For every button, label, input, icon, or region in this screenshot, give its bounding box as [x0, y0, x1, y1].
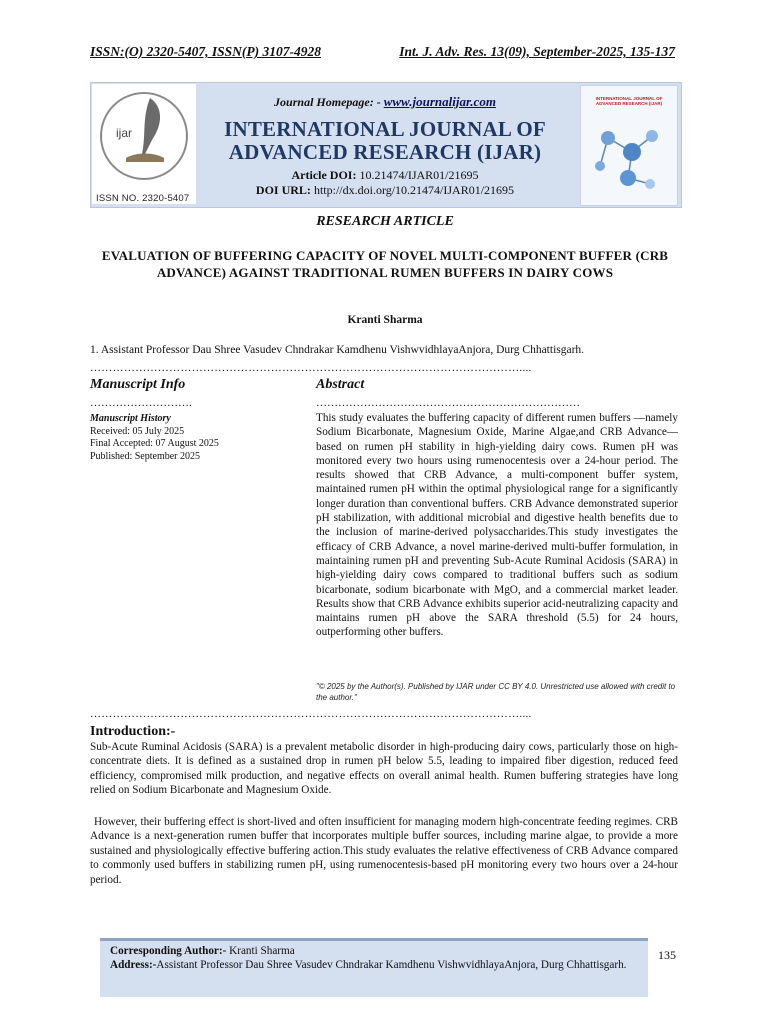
introduction-heading: Introduction:- — [90, 724, 176, 739]
doi-url-label: DOI URL: — [255, 183, 311, 197]
journal-name-line2: ADVANCED RESEARCH (IJAR) — [228, 140, 542, 164]
citation-text: Int. J. Adv. Res. 13(09), September-2025, 135-137 — [399, 44, 675, 59]
abstract-heading: Abstract — [316, 377, 365, 392]
manuscript-info-heading: Manuscript Info — [90, 377, 186, 392]
doi-url-link[interactable]: http://dx.doi.org/10.21474/IJAR01/21695 — [313, 183, 515, 197]
published-date: Published: September 2025 — [90, 450, 200, 462]
doi-block — [200, 168, 570, 198]
received-date: Received: 05 July 2025 — [90, 425, 185, 437]
history-heading: Manuscript History — [90, 413, 171, 424]
author-affiliation: 1. Assistant Professor Dau Shree Vasudev Chndrakar Kamdhenu VishwvidhlayaAnjora, Durg Chhattisgarh. — [90, 344, 585, 356]
doi-label: Article DOI: — [291, 168, 357, 182]
article-title: EVALUATION OF BUFFERING CAPACITY OF NOVEL MULTI-COMPONENT BUFFER (CRB ADVANCE) AGAINST TRADITIONAL RUMEN BUFFERS IN DAIRY COWS — [101, 248, 669, 280]
logo-issn: ISSN NO. 2320-5407 — [96, 193, 190, 204]
manuscript-info-dots: ………………………. — [90, 397, 192, 409]
abstract-dots: ……………………………………………………………… — [316, 397, 580, 409]
address-value: Assistant Professor Dau Shree Vasudev Chndrakar Kamdhenu VishwvidhlayaAnjora, Durg Chhattisgarh. — [156, 959, 627, 972]
logo-text: ijar — [116, 126, 133, 140]
issn-text: ISSN:(O) 2320-5407, ISSN(P) 3107-4928 — [90, 44, 322, 59]
address-label: Address:- — [110, 959, 157, 972]
copyright-notice: "© 2025 by the Author(s). Published by IJAR under CC BY 4.0. Unrestricted use allowed with credit to the author." — [316, 682, 676, 702]
article-type: RESEARCH ARTICLE — [316, 214, 454, 229]
journal-homepage — [200, 94, 570, 110]
doi-value: 10.21474/IJAR01/21695 — [359, 168, 479, 182]
corr-name: Kranti Sharma — [229, 945, 295, 957]
author-name: Kranti Sharma — [347, 314, 423, 326]
separator-bottom: …………………………………………………………………………………………………….... — [90, 708, 532, 720]
abstract-text: This study evaluates the buffering capacity of different rumen buffers —namely Sodium Bicarbonate, Magnesium Oxide, Marine Algae,and CRB Advance—based on rumen pH stability in high-yielding dairy cows. Rumen pH was monitored every two hours using rumenocentesis over a 24-hour period. The results showed that CRB Advance, a multi-component buffer system, maintained rumen pH within the optimal physiological range for a significantly longer duration than conventional buffers. CRB Advance demonstrated superior pH stabilization, with additional microbial and digestive health benefits due to the inclusion of marine-derived polysaccharides.This study investigates the efficacy of CRB Advance, a novel marine-derived multi-buffer formulation, in maintaining rumen pH and preventing Sub-Acute Ruminal Acidosis (SARA) in high-yielding dairy cows compared to traditional buffers such as sodium bicarbonate, sodium bicarbonate with MgO, and a commercial market leader. Results show that CRB Advance exhibits superior acid-neutralizing capacity and maintains rumen pH above the SARA threshold (5.5) for 24 hours, outperforming other buffers. — [316, 412, 678, 639]
cover-title: INTERNATIONAL JOURNAL OF ADVANCED RESEARCH (IJAR) — [595, 96, 663, 106]
journal-name — [200, 118, 570, 164]
corr-label: Corresponding Author:- — [110, 945, 227, 957]
molecule-icon — [588, 118, 670, 198]
corresponding-author — [110, 944, 640, 973]
homepage-link[interactable]: www.journalijar.com — [383, 94, 496, 109]
introduction-paragraph-1: Sub-Acute Ruminal Acidosis (SARA) is a prevalent metabolic disorder in high-producing dairy cows, particularly those on high-concentrate diets. It is defined as a sustained drop in rumen pH below 5.5, leading to impaired fiber digestion, reduced feed efficiency, compromised milk production, and negative effects on overall animal health. Rumen buffering strategies have long relied on Sodium Bicarbonate and Magnesium Oxide. — [90, 741, 678, 797]
separator-top: …………………………………………………………………………………………………….... — [90, 362, 532, 374]
homepage-label: Journal Homepage: - — [274, 95, 381, 109]
introduction-paragraph-2: However, their buffering effect is short-lived and often insufficient for managing modern high-concentrate feeding regimes. CRB Advance is a next-generation rumen buffer that incorporates multiple buffer sources, including marine algae, to provide a more sustained and physiologically effective buffering action.This study evaluates the relative effectiveness of CRB Advance compared to commonly used buffers in stabilizing rumen pH, using rumenocentesis-based pH monitoring every two hours over a 24-hour period. — [90, 816, 678, 886]
running-header — [90, 44, 675, 60]
page-number: 135 — [658, 948, 676, 962]
accepted-date: Final Accepted: 07 August 2025 — [90, 438, 219, 449]
journal-name-line1: INTERNATIONAL JOURNAL OF — [224, 117, 546, 141]
manuscript-history — [90, 413, 290, 463]
